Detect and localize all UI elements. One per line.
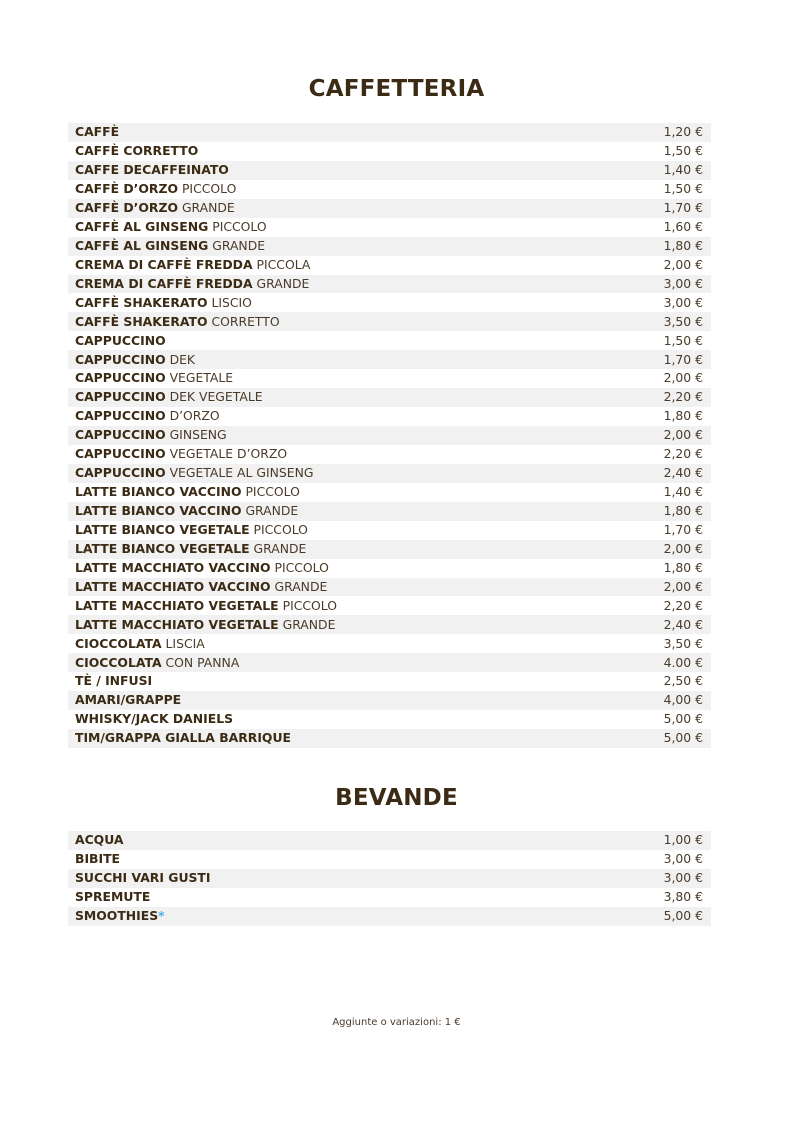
menu-item-row [68, 615, 711, 634]
menu-item-label [75, 486, 300, 498]
menu-item-row [68, 521, 711, 540]
menu-item-name: CAFFÈ D’ORZO [75, 200, 178, 216]
menu-item-row [68, 540, 711, 559]
menu-item-row [68, 161, 711, 180]
menu-item-label [75, 294, 252, 310]
menu-item-row [68, 596, 711, 615]
menu-item-name: LATTE BIANCO VACCINO [75, 503, 242, 519]
menu-item-name: CIOCCOLATA [75, 654, 162, 670]
menu-item-price: 1,80 € [663, 237, 703, 253]
menu-item-price: 3,50 € [663, 313, 703, 329]
menu-item-variant: GRANDE [212, 237, 266, 253]
menu-item-name: SPREMUTE [75, 889, 151, 905]
menu-item-price: 2,00 € [663, 256, 703, 272]
menu-item-price: 2,40 € [663, 465, 703, 481]
menu-item-row [68, 369, 711, 388]
menu-item-name: CAPPUCCINO [75, 408, 166, 424]
menu-item-price: 4,00 € [663, 692, 703, 708]
menu-item-price: 1,00 € [663, 832, 703, 848]
menu-item-price: 4.00 € [663, 654, 703, 670]
menu-item-variant: GRANDE [181, 200, 235, 216]
menu-item-name: CREMA DI CAFFÈ FREDDA [75, 256, 253, 272]
menu-item-variant: GINSENG [169, 427, 227, 443]
menu-item-label [75, 218, 267, 234]
menu-item-row [68, 634, 711, 653]
menu-item-label [75, 853, 120, 865]
menu-item-row [68, 407, 711, 426]
menu-item-label [75, 834, 124, 846]
menu-item-label [75, 332, 166, 348]
menu-item-label [75, 891, 150, 903]
menu-item-row [68, 907, 711, 926]
menu-item-name: WHISKY/JACK DANIELS [75, 711, 234, 727]
section-title-caffetteria: CAFFETTERIA [308, 76, 485, 102]
menu-item-label [75, 616, 336, 632]
menu-item-row [68, 180, 711, 199]
menu-item-price: 1,20 € [663, 124, 703, 140]
menu-item-row [68, 888, 711, 907]
menu-item-row [68, 218, 711, 237]
menu-item-label [75, 237, 266, 253]
menu-item-row [68, 483, 711, 502]
menu-item-name: CIOCCOLATA [75, 635, 162, 651]
menu-item-name: LATTE BIANCO VEGETALE [75, 521, 250, 537]
menu-item-price: 2,20 € [663, 446, 703, 462]
menu-item-label [75, 578, 328, 594]
menu-item-row [68, 426, 711, 445]
menu-item-variant: PICCOLO [253, 521, 308, 537]
menu-item-label [75, 391, 263, 403]
menu-item-row [68, 199, 711, 218]
menu-item-label [75, 202, 235, 214]
asterisk-note-icon: * [158, 908, 165, 924]
menu-item-variant: PICCOLA [256, 256, 311, 272]
menu-item-row [68, 672, 711, 691]
menu-item-row [68, 831, 711, 850]
menu-item-price: 1,50 € [663, 143, 703, 159]
menu-item-label [75, 164, 229, 176]
menu-item-name: CAPPUCCINO [75, 389, 166, 405]
menu-item-row [68, 653, 711, 672]
menu-item-label [75, 732, 291, 744]
menu-item-label [75, 467, 313, 479]
menu-item-name: CAPPUCCINO [75, 351, 166, 367]
menu-item-label [75, 183, 236, 195]
menu-item-price: 3,80 € [663, 889, 703, 905]
menu-item-price: 5,00 € [663, 730, 703, 746]
menu-item-row [68, 578, 711, 597]
menu-item-variant: PICCOLO [245, 484, 300, 500]
menu-item-variant: D’ORZO [169, 408, 220, 424]
menu-item-name: TÈ / INFUSI [75, 673, 153, 689]
menu-item-row [68, 691, 711, 710]
menu-item-price: 3,00 € [663, 275, 703, 291]
menu-item-price: 3,00 € [663, 870, 703, 886]
menu-item-label [75, 872, 211, 884]
menu-item-price: 3,00 € [663, 851, 703, 867]
menu-item-variant: PICCOLO [274, 559, 329, 575]
menu-item-name: AMARI/GRAPPE [75, 692, 182, 708]
menu-item-name: CAPPUCCINO [75, 370, 166, 386]
menu-item-name: CAFFE DECAFFEINATO [75, 162, 229, 178]
menu-item-price: 2,40 € [663, 616, 703, 632]
menu-item-label [75, 372, 233, 384]
menu-item-name: SUCCHI VARI GUSTI [75, 870, 211, 886]
menu-item-name: TIM/GRAPPA GIALLA BARRIQUE [75, 730, 291, 746]
footer-note: Aggiunte o variazioni: 1 € [332, 1017, 461, 1028]
menu-item-row [68, 256, 711, 275]
menu-item-price: 2,50 € [663, 673, 703, 689]
menu-item-variant: VEGETALE D’ORZO [169, 446, 288, 462]
menu-item-name: CAPPUCCINO [75, 427, 166, 443]
menu-item-price: 1,80 € [663, 408, 703, 424]
menu-item-price: 5,00 € [663, 711, 703, 727]
menu-item-price: 2,00 € [663, 578, 703, 594]
menu-item-price: 2,00 € [663, 427, 703, 443]
menu-item-label [75, 275, 310, 291]
menu-item-name: LATTE MACCHIATO VACCINO [75, 578, 271, 594]
menu-item-label [75, 256, 311, 272]
menu-item-label [75, 540, 307, 556]
menu-list-bevande [68, 831, 711, 926]
menu-item-name: LATTE MACCHIATO VEGETALE [75, 616, 279, 632]
menu-item-name: CAFFÈ CORRETTO [75, 143, 199, 159]
menu-item-name: LATTE MACCHIATO VEGETALE [75, 597, 279, 613]
menu-item-row [68, 123, 711, 142]
menu-item-row [68, 350, 711, 369]
menu-item-label [75, 448, 287, 460]
menu-item-price: 2,20 € [663, 389, 703, 405]
menu-item-price: 5,00 € [663, 908, 703, 924]
menu-item-label [75, 429, 227, 441]
menu-item-price: 1,50 € [663, 181, 703, 197]
menu-item-name: CAFFÈ AL GINSENG [75, 218, 209, 234]
menu-item-row [68, 142, 711, 161]
menu-item-row [68, 464, 711, 483]
menu-item-name: SMOOTHIES [75, 908, 159, 924]
menu-item-variant: DEK VEGETALE [169, 389, 263, 405]
menu-item-row [68, 331, 711, 350]
menu-item-row [68, 502, 711, 521]
menu-item-row [68, 729, 711, 748]
menu-item-price: 1,80 € [663, 559, 703, 575]
menu-item-label [75, 635, 205, 651]
menu-item-name: CAFFÈ [75, 124, 120, 140]
menu-item-label [75, 597, 337, 613]
menu-item-price: 2,20 € [663, 597, 703, 613]
menu-item-row [68, 293, 711, 312]
menu-item-variant: PICCOLO [282, 597, 337, 613]
menu-item-variant: GRANDE [253, 540, 307, 556]
menu-item-label [75, 505, 298, 517]
menu-item-row [68, 869, 711, 888]
menu-item-name: CAFFÈ SHAKERATO [75, 294, 208, 310]
menu-item-label [75, 910, 165, 922]
menu-item-variant: CORRETTO [211, 313, 280, 329]
menu-item-label [75, 145, 198, 157]
menu-item-price: 1,60 € [663, 218, 703, 234]
menu-item-row [68, 710, 711, 729]
menu-item-label [75, 351, 196, 367]
menu-item-variant: GRANDE [282, 616, 336, 632]
menu-item-variant: GRANDE [245, 503, 299, 519]
menu-item-row [68, 850, 711, 869]
menu-item-variant: PICCOLO [212, 218, 267, 234]
menu-item-variant: LISCIA [165, 635, 205, 651]
menu-item-variant: LISCIO [211, 294, 252, 310]
menu-item-label [75, 694, 181, 706]
menu-item-label [75, 126, 119, 138]
menu-item-variant: GRANDE [274, 578, 328, 594]
menu-item-variant: VEGETALE [169, 370, 234, 386]
menu-item-price: 1,70 € [663, 200, 703, 216]
menu-item-price: 3,00 € [663, 294, 703, 310]
menu-item-name: CAFFÈ D’ORZO [75, 181, 178, 197]
menu-item-price: 1,70 € [663, 521, 703, 537]
menu-item-label [75, 675, 152, 687]
menu-item-name: LATTE MACCHIATO VACCINO [75, 559, 271, 575]
menu-item-name: CAFFÈ AL GINSENG [75, 237, 209, 253]
menu-item-price: 1,40 € [663, 162, 703, 178]
menu-item-name: CAPPUCCINO [75, 446, 166, 462]
menu-item-name: BIBITE [75, 851, 121, 867]
menu-item-price: 2,00 € [663, 370, 703, 386]
menu-item-price: 1,80 € [663, 503, 703, 519]
menu-item-row [68, 559, 711, 578]
menu-item-variant: GRANDE [256, 275, 310, 291]
menu-item-label [75, 713, 233, 725]
menu-item-row [68, 388, 711, 407]
menu-list-caffetteria [68, 123, 711, 748]
menu-item-row [68, 445, 711, 464]
menu-item-variant: DEK [169, 351, 196, 367]
menu-item-price: 1,70 € [663, 351, 703, 367]
menu-item-price: 1,50 € [663, 332, 703, 348]
menu-item-row [68, 312, 711, 331]
menu-item-label [75, 559, 329, 575]
menu-item-name: CAPPUCCINO [75, 465, 166, 481]
menu-item-name: ACQUA [75, 832, 124, 848]
menu-item-row [68, 275, 711, 294]
menu-item-name: CAPPUCCINO [75, 332, 166, 348]
menu-item-label [75, 410, 220, 422]
menu-item-variant: PICCOLO [181, 181, 237, 197]
menu-item-row [68, 237, 711, 256]
menu-item-variant: CON PANNA [165, 654, 240, 670]
menu-item-price: 2,00 € [663, 540, 703, 556]
menu-item-label [75, 654, 240, 670]
menu-item-variant: VEGETALE AL GINSENG [169, 465, 314, 481]
menu-item-name: LATTE BIANCO VEGETALE [75, 540, 250, 556]
menu-item-name: LATTE BIANCO VACCINO [75, 484, 242, 500]
menu-item-label [75, 313, 280, 329]
section-title-bevande: BEVANDE [335, 785, 458, 811]
menu-item-label [75, 521, 308, 537]
menu-item-name: CREMA DI CAFFÈ FREDDA [75, 275, 253, 291]
menu-item-name: CAFFÈ SHAKERATO [75, 313, 208, 329]
menu-item-price: 3,50 € [663, 635, 703, 651]
menu-item-price: 1,40 € [663, 484, 703, 500]
